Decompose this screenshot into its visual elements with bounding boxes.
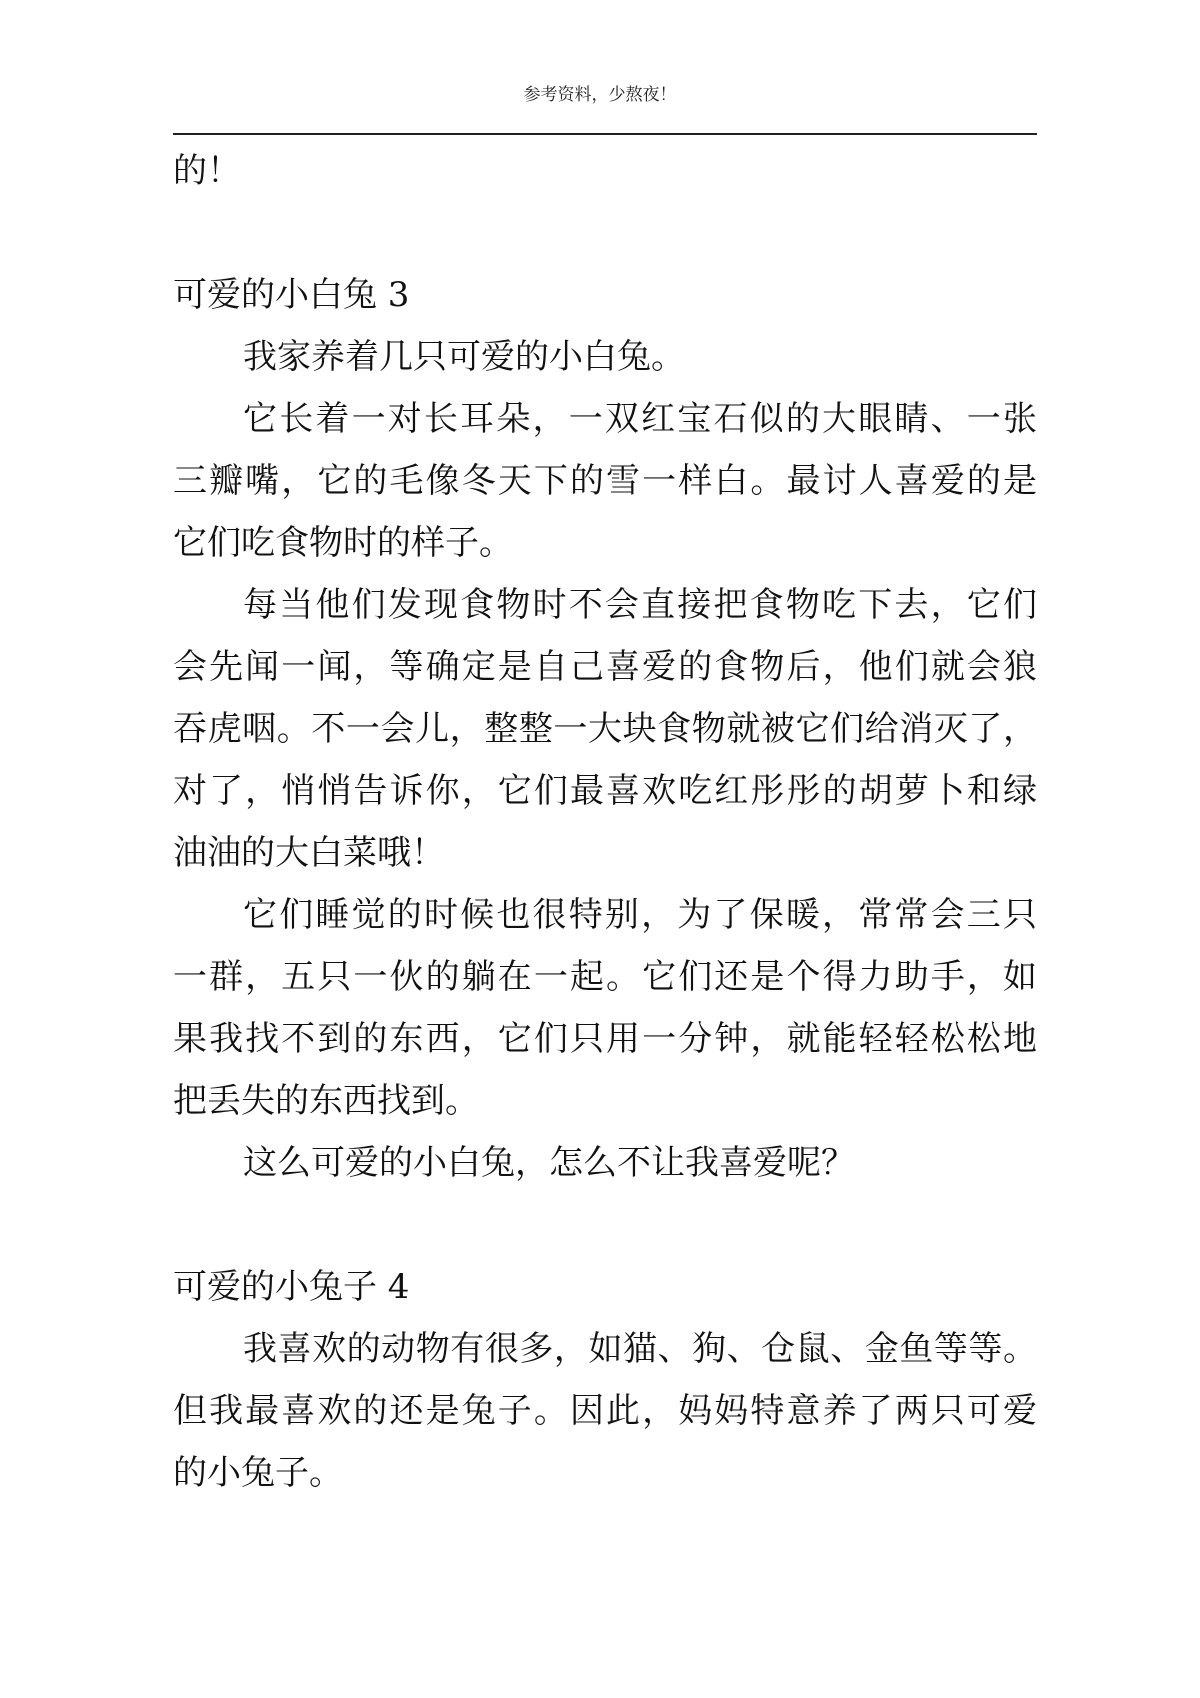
paragraph-line: 我喜欢的动物有很多，如猫、狗、仓鼠、金鱼等等。 — [243, 1329, 1037, 1369]
header-divider — [173, 133, 1037, 135]
section-title: 可爱的小白兔 3 — [173, 275, 410, 315]
paragraph-line: 果我找不到的东西，它们只用一分钟，就能轻轻松松地 — [173, 1019, 1037, 1059]
paragraph-line: 对了，悄悄告诉你，它们最喜欢吃红彤彤的胡萝卜和绿 — [173, 771, 1037, 811]
paragraph-line: 这么可爱的小白兔，怎么不让我喜爱呢？ — [243, 1143, 855, 1183]
paragraph-line: 但我最喜欢的还是兔子。因此，妈妈特意养了两只可爱 — [173, 1391, 1037, 1431]
spacer — [173, 1194, 1037, 1256]
paragraph-line: 油油的大白菜哦！ — [173, 833, 445, 873]
page-header: 参考资料，少熬夜！ — [523, 85, 677, 105]
paragraph-line: 它长着一对长耳朵，一双红宝石似的大眼睛、一张 — [243, 399, 1037, 439]
document-body — [173, 140, 1037, 1504]
paragraph-line: 我家养着几只可爱的小白兔。 — [243, 337, 685, 377]
paragraph-line: 会先闻一闻，等确定是自己喜爱的食物后，他们就会狼 — [173, 647, 1037, 687]
paragraph-line: 它们吃食物时的样子。 — [173, 523, 513, 563]
paragraph-line: 三瓣嘴，它的毛像冬天下的雪一样白。最讨人喜爱的是 — [173, 461, 1037, 501]
paragraph-line: 一群，五只一伙的躺在一起。它们还是个得力助手，如 — [173, 957, 1037, 997]
paragraph-line: 吞虎咽。不一会儿，整整一大块食物就被它们给消灭了， — [173, 709, 1037, 749]
paragraph-line: 把丢失的东西找到。 — [173, 1081, 479, 1121]
paragraph-line: 每当他们发现食物时不会直接把食物吃下去，它们 — [243, 585, 1037, 625]
paragraph-line: 的小兔子。 — [173, 1453, 343, 1493]
continuation-text: 的！ — [173, 151, 241, 191]
paragraph-line: 它们睡觉的时候也很特别，为了保暖，常常会三只 — [243, 895, 1037, 935]
section-title: 可爱的小兔子 4 — [173, 1267, 410, 1307]
spacer — [173, 202, 1037, 264]
